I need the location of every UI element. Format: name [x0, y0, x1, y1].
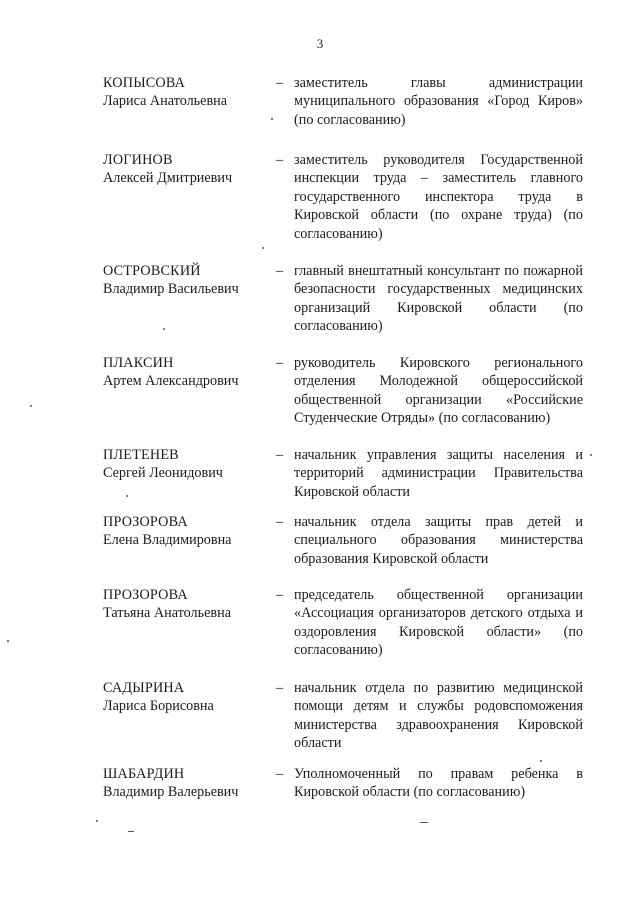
- member-name-block: [103, 586, 273, 623]
- scan-speck: [540, 760, 542, 762]
- member-role: начальник отдела по развитию медицинской помощи детям и службы родовспоможения министерства здравоохранения Кировской области: [294, 680, 583, 752]
- member-role: начальник управления защиты населения и территорий администрации Правительства Кировской области: [294, 447, 583, 500]
- separator-dash: –: [276, 75, 284, 91]
- member-name-block: [103, 354, 273, 391]
- member-given-name: Лариса Борисовна: [103, 698, 214, 715]
- member-surname: ПЛЕТЕНЕВ: [103, 447, 179, 463]
- member-given-name: Лариса Анатольевна: [103, 93, 228, 110]
- scan-speck: [96, 820, 98, 822]
- scan-speck: [128, 831, 134, 832]
- member-surname: ЛОГИНОВ: [103, 152, 173, 168]
- member-given-name: Владимир Васильевич: [103, 281, 239, 298]
- member-given-name: Алексей Дмитриевич: [103, 170, 233, 187]
- separator-dash: –: [276, 355, 284, 371]
- member-role: руководитель Кировского регионального отделения Молодежной общероссийской общественной организации «Российские Студенческие Отряды» (по согласованию): [294, 355, 583, 427]
- separator-dash: –: [276, 680, 284, 696]
- scan-speck: [30, 405, 32, 407]
- member-surname: ШАБАРДИН: [103, 766, 185, 782]
- member-given-name: Татьяна Анатольевна: [103, 605, 231, 622]
- scan-speck: [262, 247, 264, 249]
- member-role: заместитель главы администрации муниципального образования «Город Киров» (по согласованию): [294, 75, 583, 128]
- member-role: заместитель руководителя Государственной инспекции труда – заместитель главного государственного инспектора труда в Кировской области (по охране труда) (по согласованию): [294, 152, 583, 242]
- scan-speck: [590, 454, 592, 456]
- member-surname: ПРОЗОРОВА: [103, 587, 188, 603]
- member-surname: КОПЫСОВА: [103, 75, 186, 91]
- member-role: Уполномоченный по правам ребенка в Кировской области (по согласованию): [294, 766, 583, 801]
- member-role: главный внештатный консультант по пожарной безопасности государственных медицинских организаций Кировской области (по согласованию): [294, 263, 583, 335]
- member-surname: ОСТРОВСКИЙ: [103, 263, 201, 279]
- scan-speck: [126, 495, 128, 497]
- member-name-block: [103, 513, 273, 550]
- page-number: 3: [316, 36, 324, 51]
- scan-speck: [420, 822, 428, 823]
- member-name-block: [103, 262, 273, 299]
- member-surname: САДЫРИНА: [103, 680, 185, 696]
- member-given-name: Артем Александрович: [103, 373, 239, 390]
- separator-dash: –: [276, 447, 284, 463]
- scan-speck: [163, 328, 165, 330]
- member-name-block: [103, 679, 273, 716]
- member-given-name: Елена Владимировна: [103, 532, 232, 549]
- member-role: начальник отдела защиты прав детей и специального образования министерства образования Кировской области: [294, 514, 583, 567]
- member-role: председатель общественной организации «Ассоциация организаторов детского отдыха и оздоровления Кировской области» (по согласованию): [294, 587, 583, 659]
- scan-speck: [7, 640, 9, 642]
- member-given-name: Сергей Леонидович: [103, 465, 223, 482]
- member-name-block: [103, 446, 273, 483]
- separator-dash: –: [276, 766, 284, 782]
- member-surname: ПРОЗОРОВА: [103, 514, 188, 530]
- separator-dash: –: [276, 152, 284, 168]
- separator-dash: –: [276, 587, 284, 603]
- member-surname: ПЛАКСИН: [103, 355, 174, 371]
- member-given-name: Владимир Валерьевич: [103, 784, 239, 801]
- separator-dash: –: [276, 263, 284, 279]
- member-name-block: [103, 765, 273, 802]
- member-name-block: [103, 151, 273, 188]
- scan-speck: [271, 118, 273, 120]
- member-name-block: [103, 74, 273, 111]
- separator-dash: –: [276, 514, 284, 530]
